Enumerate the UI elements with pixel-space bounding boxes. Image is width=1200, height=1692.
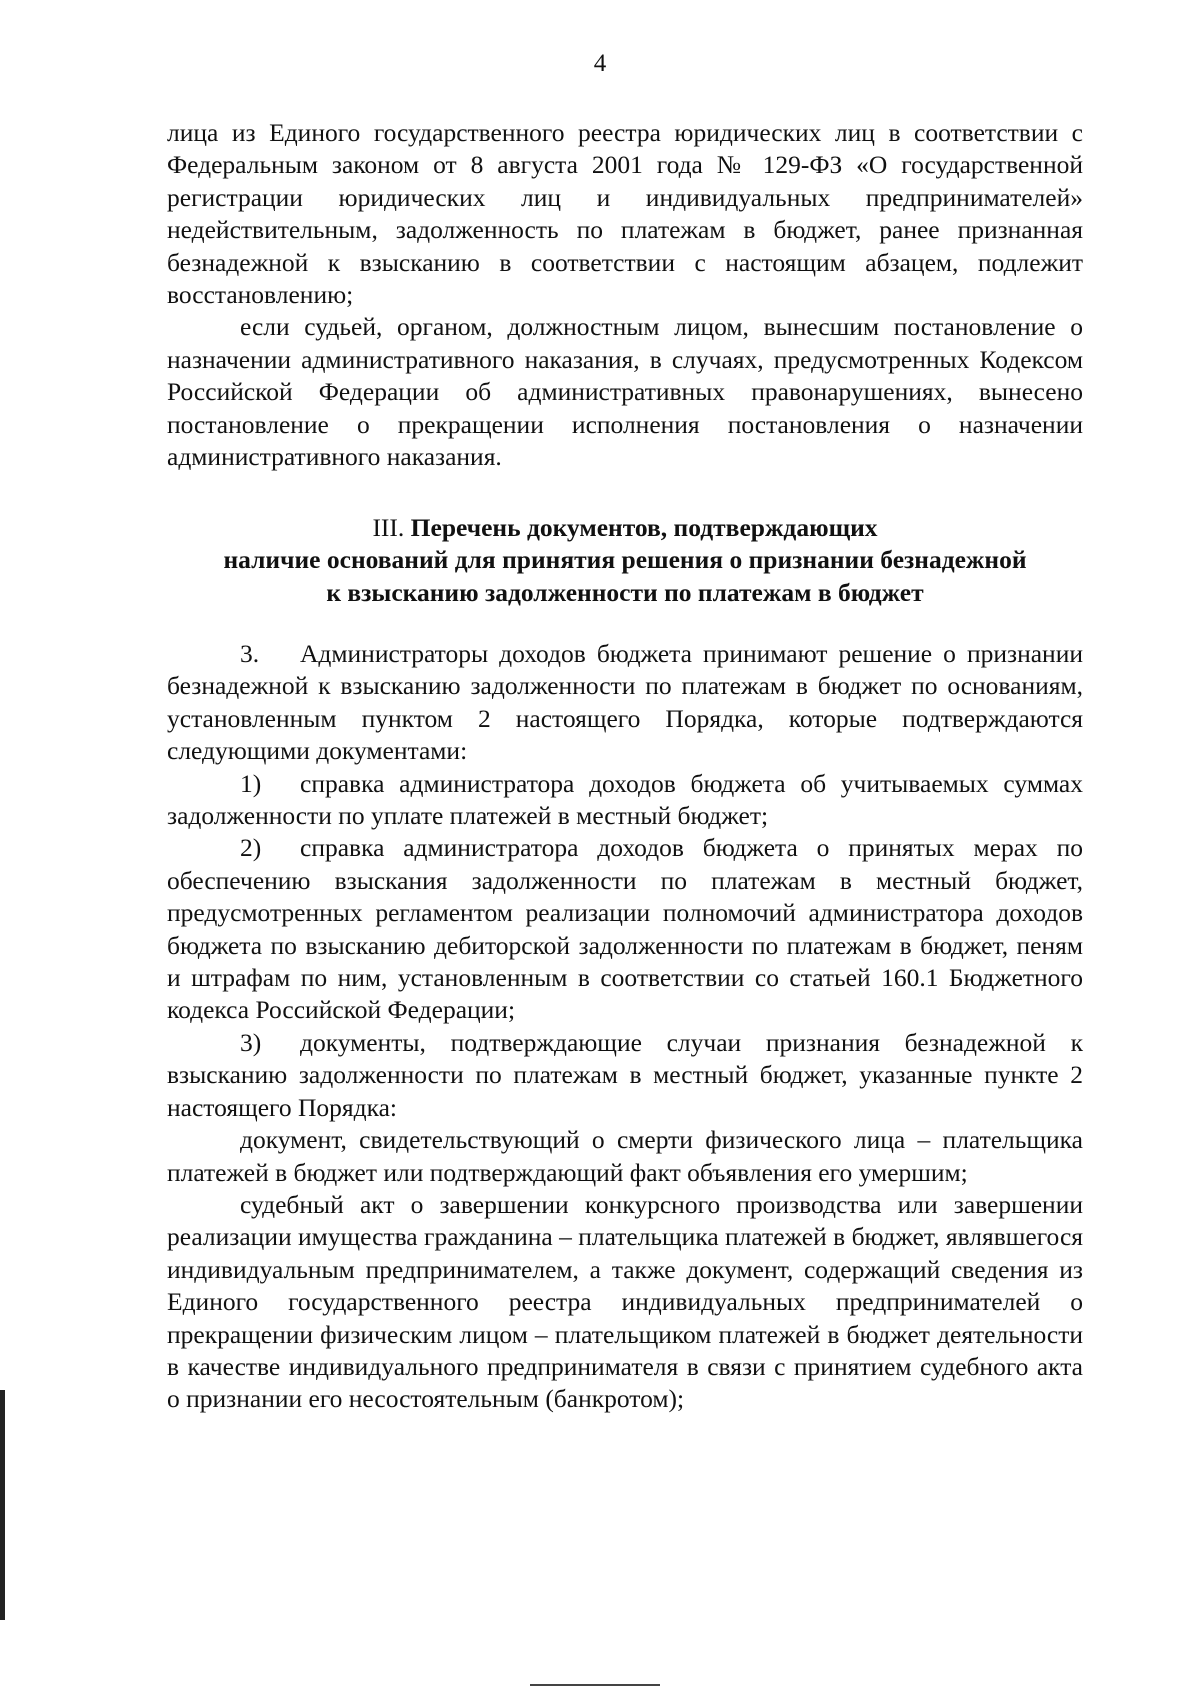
section-roman-numeral: III. [372, 513, 405, 542]
section-title-line-3: к взысканию задолженности по платежам в бюджет [326, 577, 924, 607]
paragraph-administrative: если судьей, органом, должностным лицом, вынесшим постановление о назначении административного наказания, в случаях, предусмотренных Кодексом Российской Федерации об административных правонарушениях, вынесено постановление о прекращении исполнения постановления о назначении административного наказания. [167, 312, 1083, 472]
paragraph-3-number: 3. [240, 639, 260, 668]
list-item-3-number: 3) [240, 1027, 262, 1057]
list-item-3-text: документы, подтверждающие случаи признания безнадежной к взысканию задолженности по платежам в местный бюджет, указанные пункте 2 настоящего Порядка: [167, 1027, 1083, 1122]
paragraph-3 [167, 638, 1083, 768]
list-item-2-text: справка администратора доходов бюджета о принятых мерах по обеспечению взыскания задолженности по платежам в местный бюджет, предусмотренных регламентом реализации полномочий администратора доходов бюджета по взысканию дебиторской задолженности по платежам в бюджет, пеням и штрафам по ним, установленным в соответствии со статьей 160.1 Бюджетного кодекса Российской Федерации; [167, 833, 1083, 1025]
list-item-1-number: 1) [240, 768, 262, 798]
section-title-line-2: наличие оснований для принятия решения о признании безнадежной [223, 545, 1027, 575]
list-item-1-text: справка администратора доходов бюджета об учитываемых суммах задолженности по уплате платежей в местный бюджет; [167, 768, 1083, 831]
section-heading-line-1 [140, 512, 1110, 544]
list-item-2 [167, 832, 1083, 1026]
sub-paragraph-bankruptcy: судебный акт о завершении конкурсного производства или завершении реализации имущества гражданина – плательщика платежей в бюджет, являвшегося индивидуальным предпринимателем, а также документ, содержащий сведения из Единого государственного реестра индивидуальных предпринимателей о прекращении физическим лицом – плательщиком платежей в бюджет деятельности в качестве индивидуального предпринимателя в связи с принятием судебного акта о признании его несостоятельным (банкротом); [167, 1189, 1083, 1414]
bottom-rule [530, 1684, 660, 1686]
section-heading [140, 512, 1110, 609]
list-item-2-number: 2) [240, 833, 262, 863]
list-item-3 [167, 1027, 1083, 1124]
paragraph-3-text: Администраторы доходов бюджета принимают решение о признании безнадежной к взысканию задолженности по платежам в бюджет по основаниям, установленным пунктом 2 настоящего Порядка, которые подтверждаются следующими документами: [167, 639, 1083, 766]
list-item-1 [167, 768, 1083, 833]
scan-edge-mark [0, 1390, 5, 1620]
main-text-block [167, 638, 1083, 1416]
top-text-block [167, 117, 1083, 473]
section-title-line-1: Перечень документов, подтверждающих [410, 513, 878, 542]
paragraph-continuation: лица из Единого государственного реестра юридических лиц в соответствии с Федеральным законом от 8 августа 2001 года № 129-ФЗ «О государственной регистрации юридических лиц и индивидуальных предпринимателей» недействительным, задолженность по платежам в бюджет, ранее признанная безнадежной к взысканию в соответствии с настоящим абзацем, подлежит восстановлению; [167, 118, 1083, 310]
sub-paragraph-death: документ, свидетельствующий о смерти физического лица – плательщика платежей в бюджет или подтверждающий факт объявления его умершим; [167, 1125, 1083, 1187]
page-number: 4 [593, 50, 607, 77]
